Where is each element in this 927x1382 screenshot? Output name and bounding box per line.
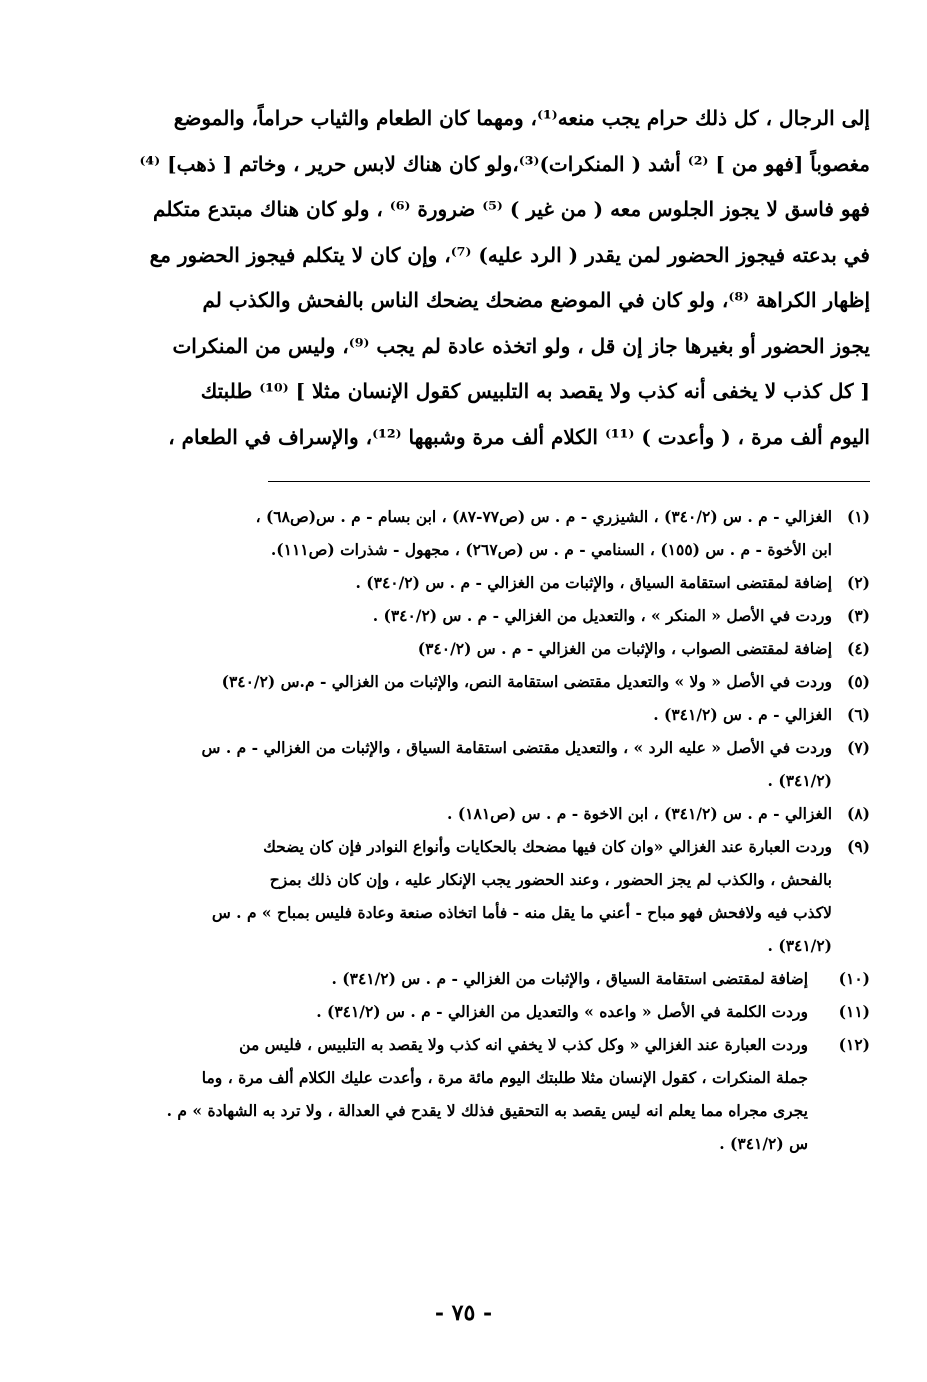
footnote-text: وردت في الأصل « عليه الرد » ، والتعديل مقتضى استقامة السياق ، والإثبات من الغزالي - م . س (201, 738, 832, 757)
footnote-text: يجرى مجراه مما يعلم انه ليس يقصد به التحقيق فذلك لا يقدح في العدالة ، ولا ترد به الشهادة » م . (166, 1101, 808, 1120)
main-text-line: مغصوباً [فهو من ] ⁽²⁾ أشد ( المنكرات)⁽³⁾،ولو كان هناك لابس حرير ، وخاتم [ ذهب] ⁽⁴⁾ (139, 151, 870, 176)
footnote-number: (٦) (846, 705, 870, 724)
footnote-text: إضافة لمقتضى استقامة السياق ، والإثبات من الغزالي - م . س (٣٤١/٢) . (331, 969, 808, 988)
page-number: - ٧٥ - (434, 1300, 493, 1326)
footnote-5 (138, 665, 870, 698)
footnote-12 (138, 1028, 870, 1160)
footnote-7 (138, 731, 870, 797)
footnote-text: بالفحش ، والكذب لم يجز الحضور ، وعند الحضور يجب الإنكار عليه ، وإن كان ذلك بمزح (269, 870, 832, 889)
footnote-1 (138, 500, 870, 566)
main-text-line: فهو فاسق لا يجوز الجلوس معه ( من غير ) ⁽⁵⁾ ضرورة ⁽⁶⁾ ، ولو كان هناك مبتدع متكلم (153, 197, 870, 221)
footnote-4 (138, 632, 870, 665)
footnote-number: (٥) (846, 672, 870, 691)
footnote-text: (٣٤١/٢) . (767, 771, 832, 790)
footnote-text: وردت في الأصل « المنكر » ، والتعديل من الغزالي - م . س (٣٤٠/٢) . (372, 606, 832, 625)
footnote-text: س (٣٤١/٢) . (719, 1134, 808, 1153)
footnote-11 (138, 995, 870, 1028)
footnote-text: إضافة لمقتضى استقامة السياق ، والإثبات من الغزالي - م . س (٣٤٠/٢) . (355, 573, 832, 592)
footnote-3 (138, 599, 870, 632)
footnotes-section (138, 500, 870, 1160)
main-text-line: إلى الرجال ، كل ذلك حرام يجب منعه⁽¹⁾، ومهما كان الطعام والثياب حراماً، والموضع (173, 106, 870, 130)
footnote-6 (138, 698, 870, 731)
footnote-text: الغزالي - م . س (٣٤١/٢) . (653, 705, 832, 724)
main-text-line: يجوز الحضور أو بغيرها جاز إن قل ، ولو اتخذه عادة لم يجب ⁽⁹⁾، وليس من المنكرات (172, 333, 870, 358)
footnote-text: (٣٤١/٢) . (767, 936, 832, 955)
footnote-number: (١٢) (838, 1035, 870, 1054)
footnote-number: (٩) (846, 837, 870, 856)
footnote-number: (٢) (846, 573, 870, 592)
main-text-line: إظهار الكراهة ⁽⁸⁾، ولو كان في الموضع مضحك يضحك الناس بالفحش والكذب لم (202, 288, 870, 312)
footnote-8 (138, 797, 870, 830)
footnote-number: (٣) (846, 606, 870, 625)
footnote-10 (138, 962, 870, 995)
footnote-text: وردت في الأصل « ولا » والتعديل مقتضى استقامة النص، والإثبات من الغزالي - م.س (٣٤٠/٢) (221, 672, 832, 691)
footnote-text: وردت العبارة عند الغزالي « وكل كذب لا يخفي انه كذب ولا يقصد به التلبيس ، فليس من (239, 1035, 808, 1054)
footnote-number: (١٠) (838, 969, 870, 988)
main-text-line: اليوم ألف مرة ، ( وأعدت ) ⁽¹¹⁾ الكلام ألف مرة وشبهها ⁽¹²⁾، والإسراف في الطعام ، (168, 424, 870, 449)
footnote-text: إضافة لمقتضى الصواب ، والإثبات من الغزالي - م . س (٣٤٠/٢) (417, 639, 832, 658)
main-text-body (135, 96, 870, 460)
footnote-text: لاكذب فيه ولافحش فهو مباح - أعني ما يقل منه - فأما اتخاذه صنعة وعادة فليس بمباح » م . س (211, 903, 832, 922)
footnote-text: وردت الكلمة في الأصل « واعده » والتعديل من الغزالي - م . س (٣٤١/٢) . (316, 1002, 808, 1021)
footnote-text: جملة المنكرات ، كقول الإنسان مثلا طلبتك اليوم مائة مرة ، وأعدت عليك الكلام ألف مرة ، وما (201, 1068, 808, 1087)
footnote-number: (١) (846, 507, 870, 526)
footnote-number: (٧) (846, 738, 870, 757)
main-text-line: [ كل كذب لا يخفى أنه كذب ولا يقصد به التلبيس كقول الإنسان مثلا ] ⁽¹⁰⁾ طلبتك (200, 379, 870, 403)
footnote-9 (138, 830, 870, 962)
footnote-number: (١١) (838, 1002, 870, 1021)
footnote-text: الغزالي - م . س (٣٤١/٢) ، ابن الاخوة - م . س (ص١٨١) . (447, 804, 832, 823)
footnote-separator (268, 481, 870, 482)
footnote-text: الغزالي - م . س (٣٤٠/٢) ، الشيزري - م . س (ص٧٧-٨٧) ، ابن بسام - م . س(ص٦٨) ، (255, 507, 832, 526)
footnote-text: وردت العبارة عند الغزالي «وان كان فيها مضحك بالحكايات وأنواع النوادر فإن كان يضحك (263, 837, 832, 856)
footnote-2 (138, 566, 870, 599)
footnote-number: (٤) (846, 639, 870, 658)
footnote-text: ابن الأخوة - م . س (١٥٥) ، السنامي - م . س (ص٢٦٧) ، مجهول - شذرات (ص١١١). (270, 540, 832, 559)
main-text-line: في بدعته فيجوز الحضور لمن يقدر ( الرد عليه) ⁽⁷⁾، وإن كان لا يتكلم فيجوز الحضور مع (149, 242, 870, 267)
footnote-number: (٨) (846, 804, 870, 823)
